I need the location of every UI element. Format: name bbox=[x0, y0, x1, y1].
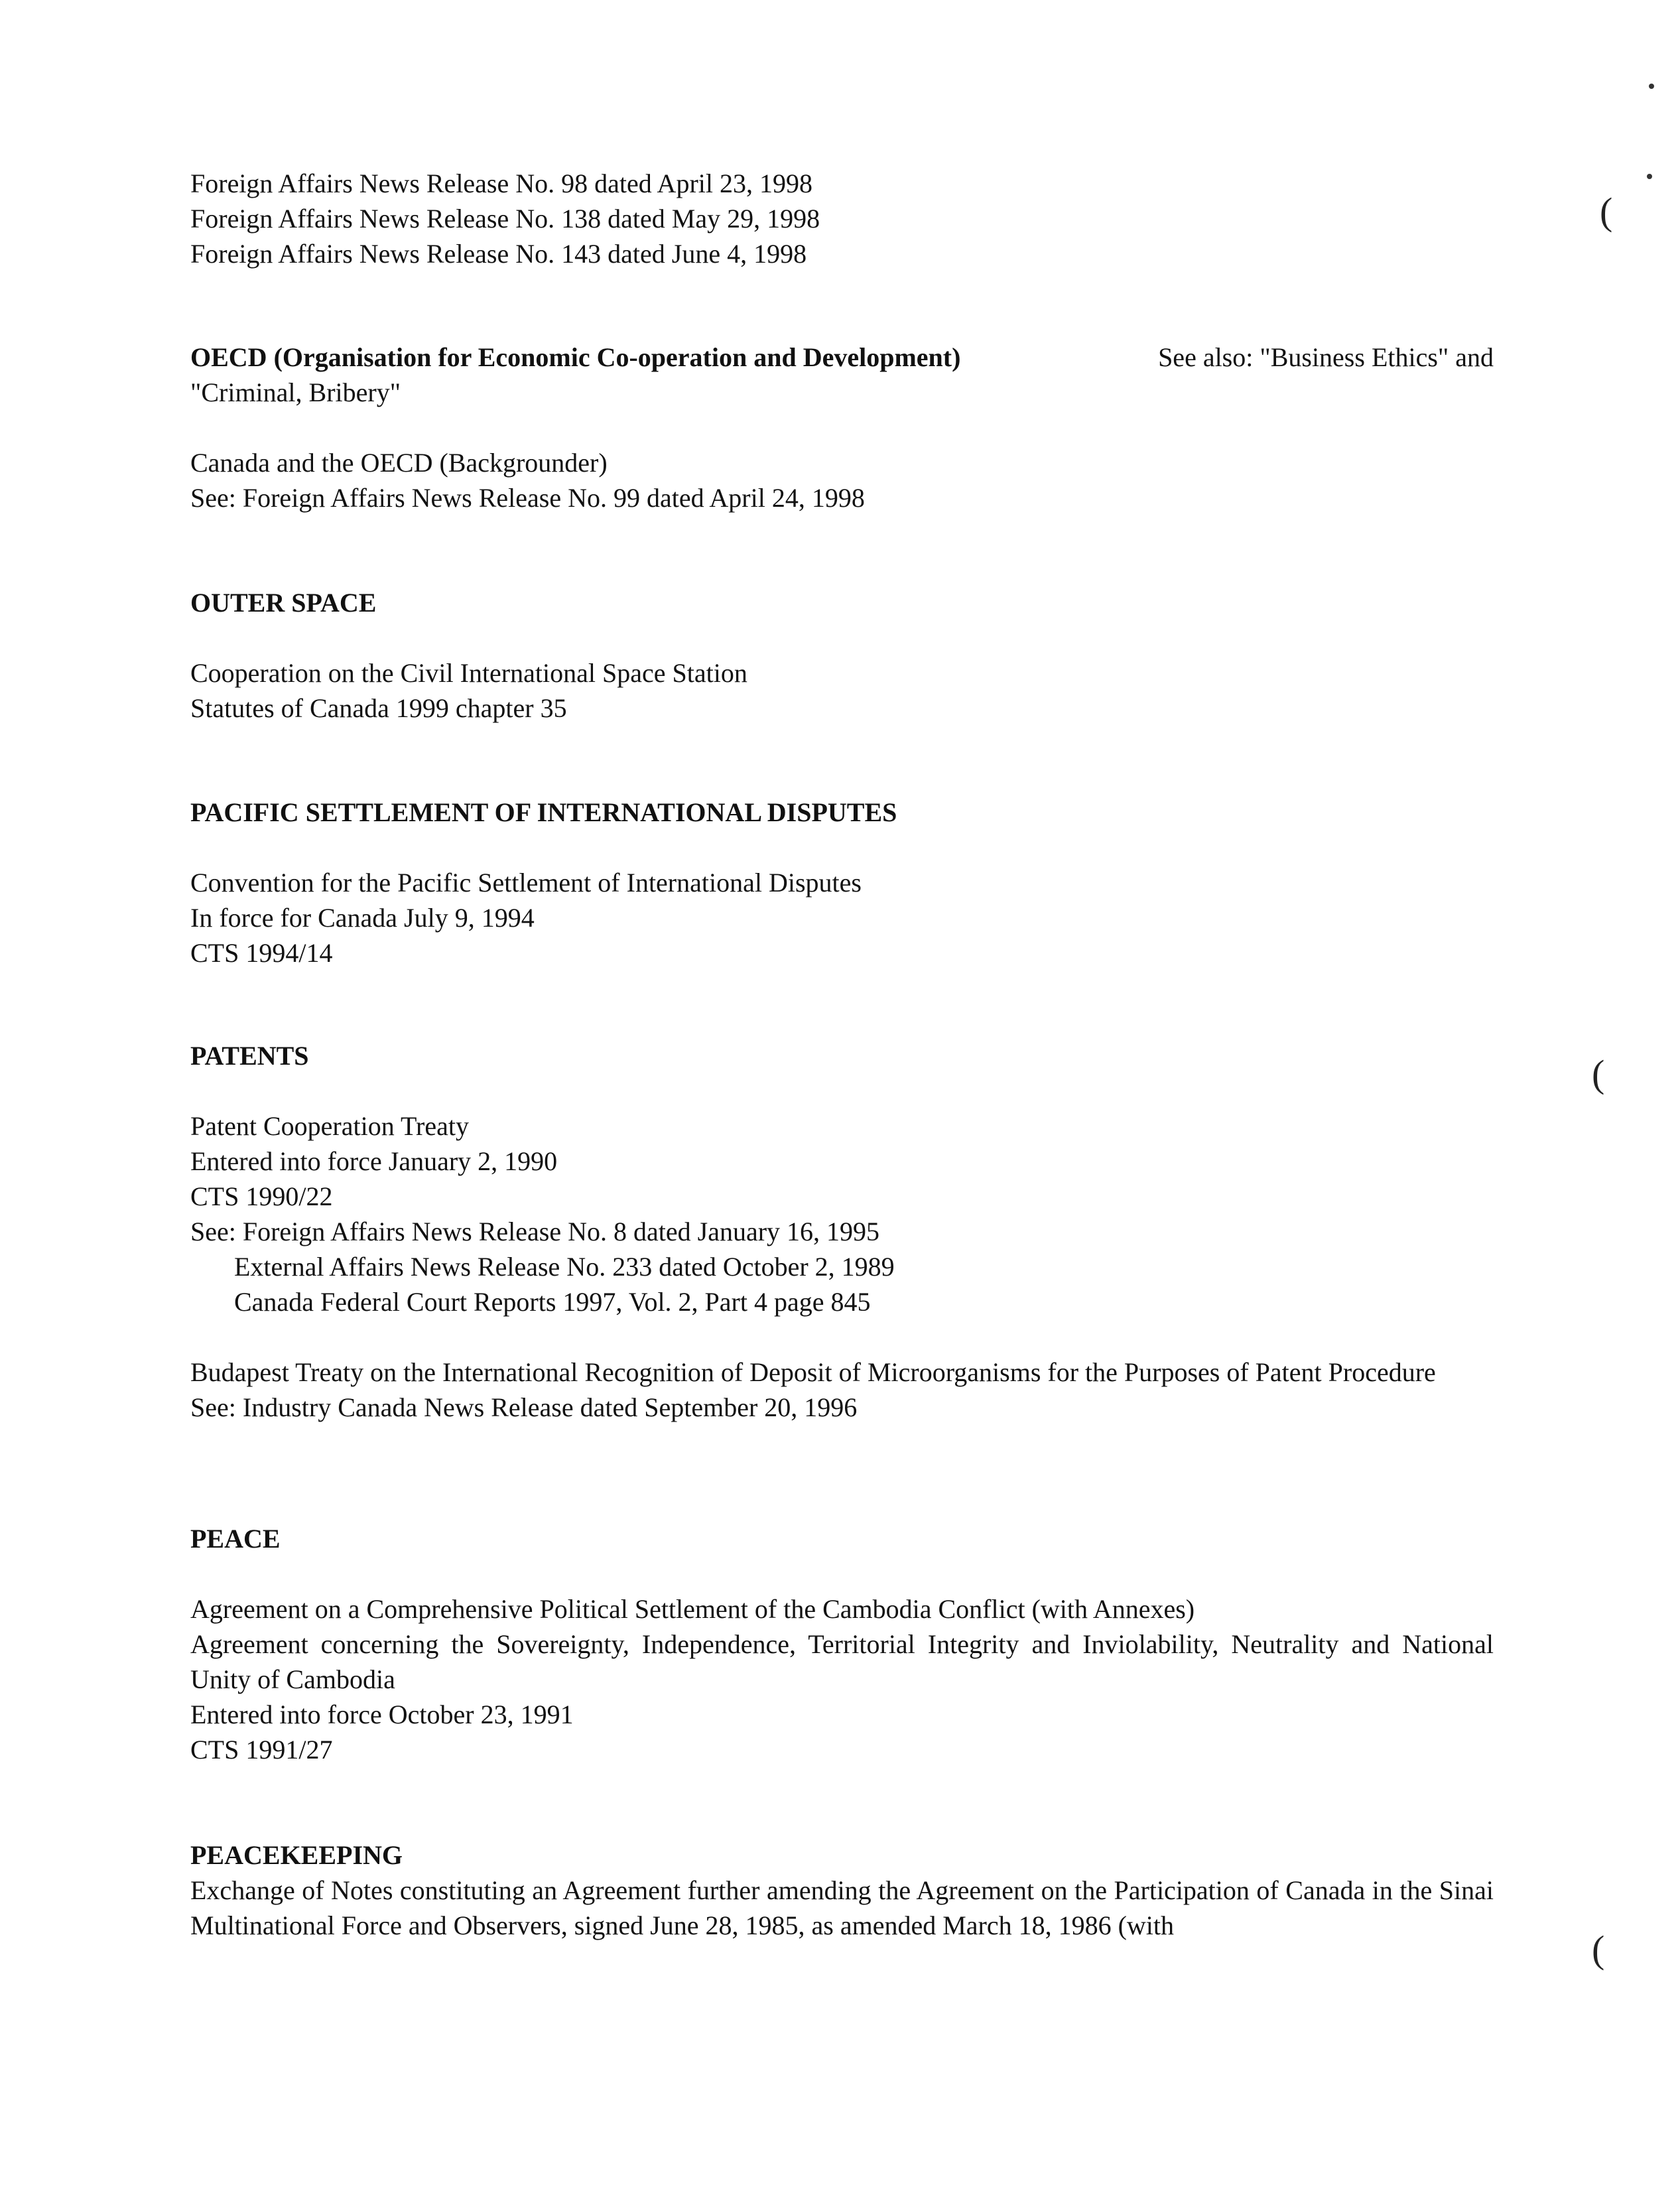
section-heading: OECD (Organisation for Economic Co-operation and Development) bbox=[190, 342, 961, 372]
section-heading: PEACEKEEPING bbox=[190, 1840, 403, 1870]
reference-line: Foreign Affairs News Release No. 98 dated April 23, 1998 bbox=[190, 168, 812, 198]
entry-line: Canada and the OECD (Backgrounder) bbox=[190, 448, 608, 478]
entry-line: Agreement on a Comprehensive Political Settlement of the Cambodia Conflict (with Annexes) bbox=[190, 1594, 1195, 1624]
entry-line: Cooperation on the Civil International Space Station bbox=[190, 658, 747, 688]
entry-line: Statutes of Canada 1999 chapter 35 bbox=[190, 693, 567, 723]
margin-paren-mark: ( bbox=[1600, 190, 1613, 233]
entry-line: Convention for the Pacific Settlement of International Disputes bbox=[190, 868, 862, 898]
section-heading: PATENTS bbox=[190, 1041, 309, 1071]
entry-line: Entered into force January 2, 1990 bbox=[190, 1146, 558, 1176]
section-peacekeeping bbox=[190, 1837, 1494, 1943]
entry-line: See: Foreign Affairs News Release No. 99 dated April 24, 1998 bbox=[190, 483, 865, 513]
entry-line: Patent Cooperation Treaty bbox=[190, 1111, 469, 1141]
top-references bbox=[190, 166, 1494, 271]
see-also-continuation: "Criminal, Bribery" bbox=[190, 377, 401, 407]
section-heading: PACIFIC SETTLEMENT OF INTERNATIONAL DISPUTES bbox=[190, 797, 897, 827]
entry-line: Entered into force October 23, 1991 bbox=[190, 1700, 574, 1729]
section-heading: PEACE bbox=[190, 1524, 281, 1554]
indented-reference: External Affairs News Release No. 233 dated October 2, 1989 bbox=[234, 1252, 895, 1282]
entry-line: In force for Canada July 9, 1994 bbox=[190, 903, 535, 933]
reference-line: Foreign Affairs News Release No. 138 dated May 29, 1998 bbox=[190, 204, 820, 234]
section-patents bbox=[190, 1038, 1494, 1425]
entry-line: Agreement concerning the Sovereignty, Independence, Territorial Integrity and Inviolability, Neutrality and National Unity of Cambodia bbox=[190, 1629, 1494, 1694]
entry-line: CTS 1991/27 bbox=[190, 1735, 333, 1765]
indented-reference: Canada Federal Court Reports 1997, Vol. 2, Part 4 page 845 bbox=[234, 1287, 871, 1317]
margin-paren-mark: ( bbox=[1592, 1928, 1605, 1971]
scan-speck bbox=[1647, 174, 1652, 179]
budapest-treaty: Budapest Treaty on the International Recognition of Deposit of Microorganisms for the Purposes of Patent Procedure bbox=[190, 1357, 1436, 1387]
oecd-heading-row bbox=[190, 340, 1494, 375]
entry-line: CTS 1994/14 bbox=[190, 938, 333, 968]
section-pacific-settlement bbox=[190, 795, 1494, 970]
entry-line: See: Foreign Affairs News Release No. 8 dated January 16, 1995 bbox=[190, 1217, 880, 1246]
see-also-text: See also: "Business Ethics" and bbox=[1158, 342, 1494, 372]
margin-paren-mark: ( bbox=[1592, 1052, 1605, 1095]
section-oecd bbox=[190, 340, 1494, 515]
reference-line: Foreign Affairs News Release No. 143 dated June 4, 1998 bbox=[190, 239, 807, 269]
scan-speck bbox=[1649, 84, 1654, 89]
entry-line: CTS 1990/22 bbox=[190, 1181, 333, 1211]
section-peace bbox=[190, 1521, 1494, 1767]
section-outer-space bbox=[190, 585, 1494, 726]
section-heading: OUTER SPACE bbox=[190, 588, 377, 618]
entry-paragraph: Exchange of Notes constituting an Agreement further amending the Agreement on the Participation of Canada in the Sinai Multinational Force and Observers, signed June 28, 1985, as amended March 18, 1986 (with bbox=[190, 1875, 1494, 1940]
entry-line: See: Industry Canada News Release dated September 20, 1996 bbox=[190, 1392, 858, 1422]
